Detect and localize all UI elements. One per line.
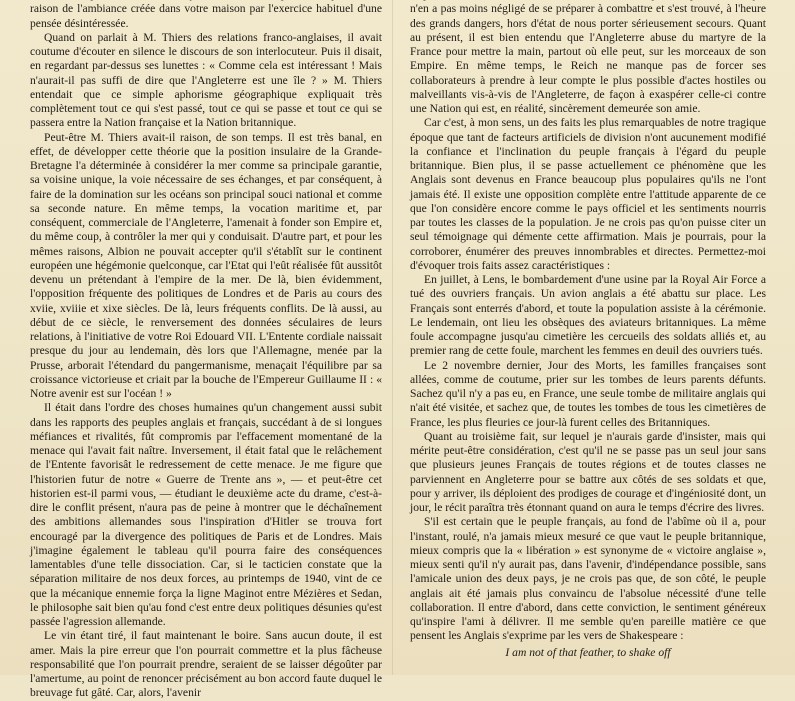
column-divider — [392, 0, 393, 675]
paragraph: S'il est certain que le peuple français, au fond de l'abîme où il a, pour l'instant, roulé, n'a jamais mieux mesuré ce que vaut le peuple britannique, mieux compris que la « libération » est synonyme de « victoire anglaise », mieux senti qu'il n'y aurait pas, dans l'avenir, d'indépendance possible, sans l'amicale union des deux pays, je ne crois pas que, de son côté, le peuple anglais ait été jamais plus convaincu de l'absolue nécessité d'une telle collaboration. Il entre d'abord, dans cette conviction, le sentiment généreux qu'inspire l'ami à délivrer. Il me semble qu'en pareille matière ce que pensent les Anglais s'exprime par les vers de Shakespeare : — [410, 515, 766, 643]
right-column — [410, 0, 766, 660]
shakespeare-quote: I am not of that feather, to shake off — [505, 645, 671, 659]
paragraph: Car c'est, à mon sens, un des faits les plus remarquables de notre tragique époque que tant de facteurs artificiels de division n'ont aucunement modifié la confiance et l'inclination du peuple français à l'égard du peuple britannique. Bien plus, il se passe actuellement ce phénomène que les Anglais sont devenus en France beaucoup plus populaires qu'ils ne l'ont jamais été. Il existe une opposition complète entre l'attitude apparente de ce que l'on considère encore comme le pays officiel et les sentiments nourris par toutes les classes de la population. Je ne crois pas qu'on puisse citer un seul témoignage qui démente cette affirmation. Mais je pourrais, pour la corroborer, énumérer des preuves innombrables et directes. Permettez-moi d'évoquer trois faits assez caractéristiques : — [410, 116, 766, 272]
paragraph: Le vin étant tiré, il faut maintenant le boire. Sans aucun doute, il est amer. Mais la pire erreur que l'on pourrait commettre et la plus fâcheuse responsabilité que l'on pourrait prendre, seraient de se laisser dégoûter par l'amertume, au point de renoncer précisément au bon accord faute duquel le breuvage fut gâté. Car, alors, l'avenir — [30, 629, 382, 700]
paragraph: Quand on parlait à M. Thiers des relations franco-anglaises, il avait coutume d'écouter en silence le discours de son interlocuteur. Puis il disait, en regardant par-dessus ses lunettes : « Comme cela est intéressant ! Mais n'aurait-il pas suffi de dire que l'Angleterre est une île ? » M. Thiers entendait que ce simple aphorisme géographique expliquait très complètement tout ce qui s'est passé, tout ce qui se passe et tout ce qui se passera entre la Nation française et la Nation britannique. — [30, 30, 382, 130]
paragraph: n'en a pas moins négligé de se préparer à combattre et s'est trouvé, à l'heure des grands dangers, hors d'état de nous porter sérieusement secours. Quant au présent, il est bien entendu que l'Angleterre abuse du martyre de la France pour mettre la main, partout où elle peut, sur les morceaux de son Empire. En même temps, le Reich ne manque pas de forcer ses collaborateurs à prendre à leur compte le plus possible d'actes hostiles ou malveillants vis-à-vis de l'Angleterre, de façon à exaspérer celle-ci contre une Nation qui est, en réalité, sincèrement demeurée son amie. — [410, 2, 766, 115]
paragraph: Le 2 novembre dernier, Jour des Morts, les familles françaises sont allées, comme de coutume, prier sur les tombes de leurs parents défunts. Sachez qu'il n'y a pas eu, en France, une seule tombe de militaire anglais qui n'ait été visitée, et sachez que, de toutes les tombes de tous les cimetières de France, les plus fleuries ce jour-là furent celles des Britanniques. — [410, 358, 766, 429]
left-column — [30, 0, 382, 701]
paragraph: Il était dans l'ordre des choses humaines qu'un changement aussi subit dans les rapports des peuples anglais et français, succédant à de si longues méfiances et rivalités, fût compromis par l'effacement momentané de la menace qui l'avait fait naître. Inversement, il était fatal que le relâchement de l'Entente favorisât le redressement de cette menace. Je me figure que l'historien futur de notre « Guerre de Trente ans », — et peut-être cet historien est-il parmi vous, — étudiant le deuxième acte du drame, c'est-à-dire le conflit présent, n'aura pas de peine à montrer que le déchaînement des ambitions allemandes sous l'inspiration d'Hitler se trouva fort encouragé par la divergence des politiques de Paris et de Londres. Mais j'imagine également le tableau qu'il pourra faire des conséquences lamentables d'une telle dissociation. Car, si le tacticien constate que la séparation militaire de nos deux forces, au printemps de 1940, vint de ce que la mécanique ennemie força la ligne Maginot entre Mézières et Sedan, le philosophe sait bien qu'au fond c'est entre deux politiques désunies qu'est passée l'agression allemande. — [30, 401, 382, 628]
paragraph: Quant au troisième fait, sur lequel je n'aurais garde d'insister, mais qui mérite peut-être considération, c'est qu'il ne se passe pas un seul jour sans que plusieurs jeunes Français de toutes régions et de toutes classes ne parviennent en Angleterre pour se battre aux côtés de ses soldats et que, pour y arriver, ils déploient des prodiges de courage et d'ingéniosité dont, un jour, le récit paraîtra très étonnant quand on aura le temps d'écrire des livres. — [410, 429, 766, 514]
paragraph: Peut-être M. Thiers avait-il raison, de son temps. Il est très banal, en effet, de développer cette théorie que la position insulaire de la Grande-Bretagne l'a déterminée à considérer la mer comme sa principale garantie, sa voisine unique, la voie nécessaire de ses échanges, et par conséquent, à faire de la domination sur les océans son principal souci national et comme sa seconde nature. En même temps, la vocation maritime et, par conséquent, commerciale de l'Angleterre, l'amenait à fonder son Empire et, du même coup, à contrôler la mer qui y conduisait. D'autre part, et pour les mêmes raisons, Albion ne pouvait accepter qu'il s'établît sur le continent européen une hégémonie quelconque, car l'Etat qui l'eût réalisée fût aussitôt devenu un prétendant à l'empire de la mer. De là, bien évidemment, l'opposition fréquente des politiques de Londres et de Paris au cours des xviie, xviiie et xixe siècles. De là, leurs fréquents conflits. De là aussi, au début de ce siècle, le renversement des données séculaires de leurs relations, à l'initiative de votre Roi Edouard VII. L'Entente cordiale naissait presque du jour au lendemain, dès lors que l'Allemagne, menée par la Prusse, arborait l'étendard du pangermanisme, menaçait l'équilibre par sa croissance victorieuse et criait par la bouche de l'Empereur Guillaume II : « Notre avenir est sur l'océan ! » — [30, 130, 382, 400]
paragraph: raison de l'ambiance créée dans votre maison par l'exercice habituel d'une pensée désintéressée. — [30, 2, 382, 30]
paragraph: En juillet, à Lens, le bombardement d'une usine par la Royal Air Force a tué des ouvriers français. Un avion anglais a été abattu sur place. Les Français sont enterrés d'abord, et toute la population assiste à la cérémonie. Le lendemain, ont lieu les obsèques des aviateurs britanniques. La même foule accompagne jusqu'au cimetière les cercueils des soldats alliés et, au premier rang de cette foule, marchent les femmes en deuil des ouvriers tués. — [410, 273, 766, 358]
